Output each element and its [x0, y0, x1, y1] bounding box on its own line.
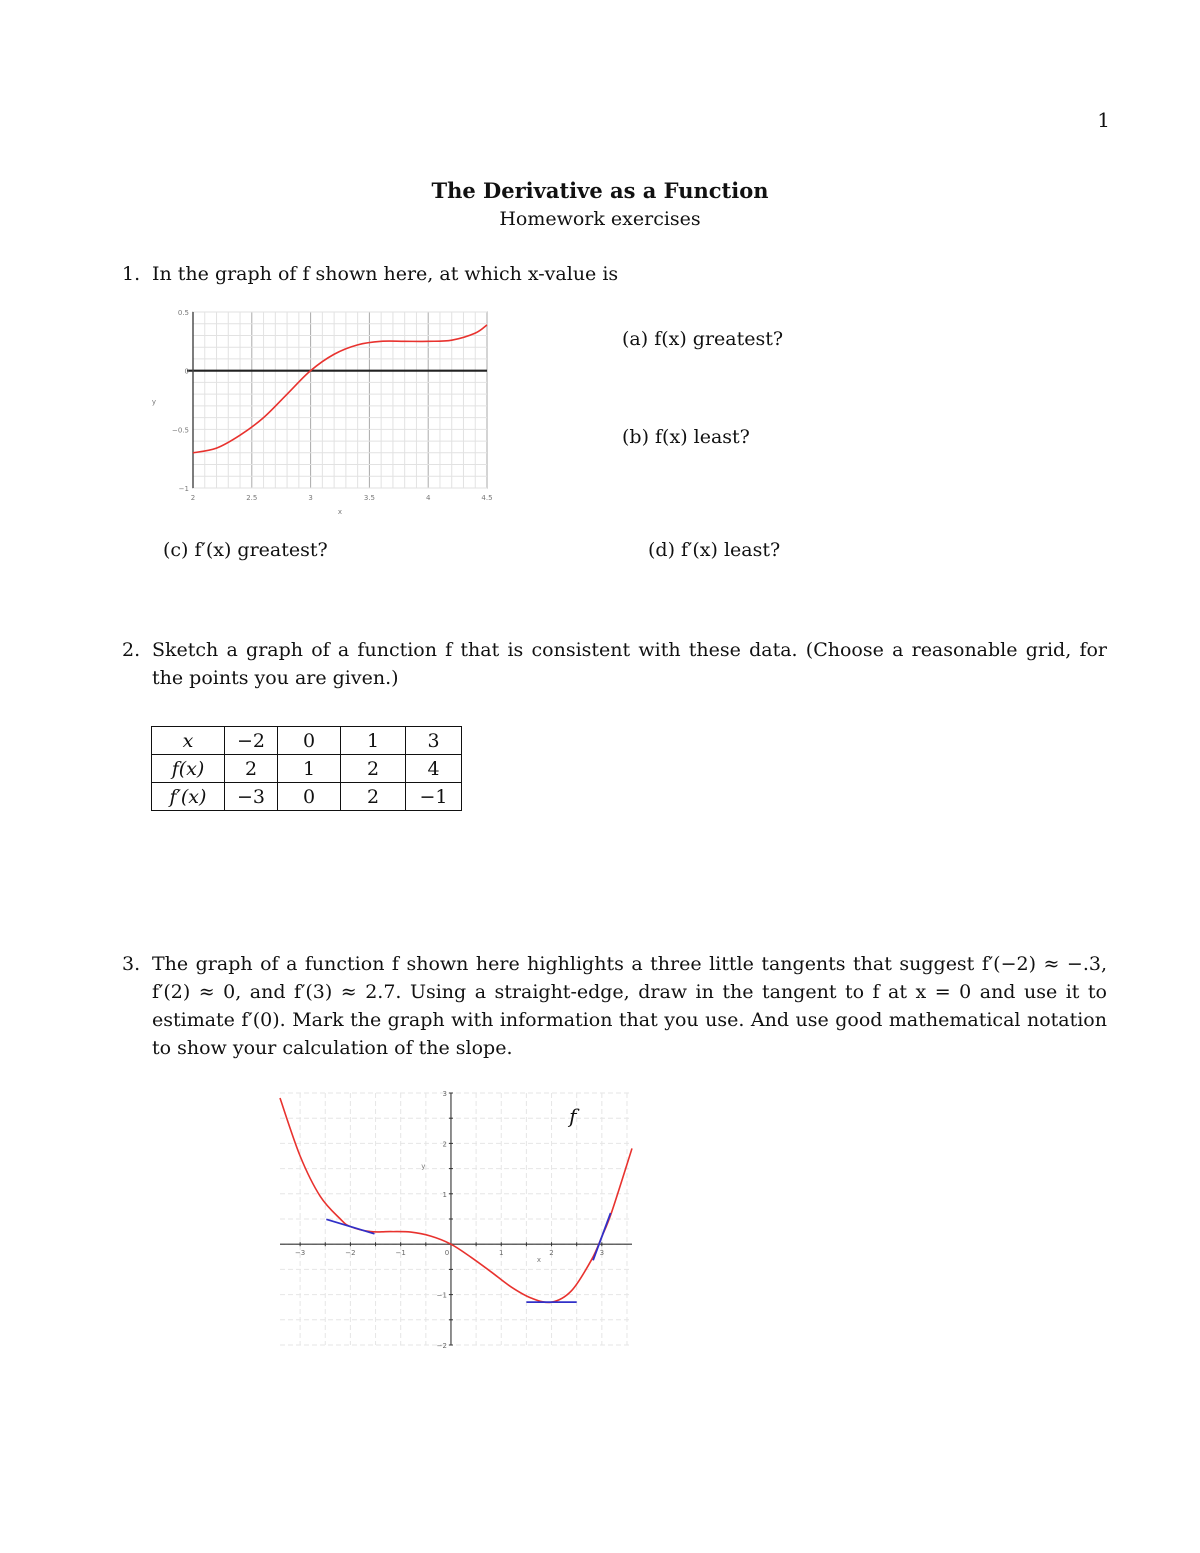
q1-y-tick-label: −1	[178, 485, 189, 493]
question-3-number: 3.	[122, 953, 141, 975]
q2-data-table	[151, 726, 462, 811]
q3-y-tick-label: −2	[436, 1342, 447, 1350]
question-3	[122, 950, 1107, 1062]
q1-x-tick-label: 2	[190, 494, 196, 502]
q1-part-d: (d) f′(x) least?	[648, 539, 781, 561]
q1-plot-frame	[193, 312, 487, 488]
q3-y-axis-label: y	[421, 1162, 426, 1171]
q1-graph	[140, 300, 500, 520]
question-1	[122, 260, 1102, 288]
question-2	[122, 636, 1107, 692]
q3-x-tick-label: −3	[294, 1249, 306, 1258]
table-cell: 2	[225, 755, 278, 783]
page-number: 1	[1097, 108, 1110, 132]
page-title: The Derivative as a Function	[431, 178, 769, 203]
q1-y-axis-label: y	[151, 398, 157, 406]
q3-y-tick-label: 3	[442, 1090, 447, 1098]
q1-x-tick-label: 3	[308, 494, 313, 502]
question-2-number: 2.	[122, 639, 141, 661]
table-cell: 0	[278, 727, 341, 755]
table-cell: 2	[341, 755, 406, 783]
table-row-label: f(x)	[152, 755, 225, 783]
q1-part-b: (b) f(x) least?	[622, 426, 750, 448]
q3-tangent-lines	[326, 1213, 610, 1302]
table-cell: 4	[406, 755, 462, 783]
q3-x-axis-label: x	[536, 1255, 542, 1264]
q1-x-axis-label: x	[337, 508, 343, 516]
table-cell: 1	[278, 755, 341, 783]
table-row-x	[152, 727, 462, 755]
q3-grid	[280, 1093, 632, 1345]
q1-x-tick-label: 4	[425, 494, 431, 502]
question-1-text: In the graph of f shown here, at which x-value is	[152, 263, 619, 285]
table-cell: 0	[278, 783, 341, 811]
table-cell: 1	[341, 727, 406, 755]
q1-y-tick-label: 0	[184, 367, 189, 376]
q3-y-tick-label: 1	[442, 1190, 447, 1199]
q3-x-tick-label: 3	[599, 1249, 605, 1258]
q3-curve-label: f	[569, 1104, 577, 1129]
table-cell: −2	[225, 727, 278, 755]
q1-y-tick-label: 0.5	[177, 309, 189, 317]
q1-grid	[193, 312, 487, 488]
q1-part-c: (c) f′(x) greatest?	[163, 539, 328, 561]
q3-y-tick-label: −1	[436, 1291, 447, 1300]
table-row-label: f′(x)	[152, 783, 225, 811]
q3-x-tick-label: 2	[549, 1249, 554, 1258]
table-cell: 3	[406, 727, 462, 755]
q1-x-tick-label: 4.5	[481, 494, 493, 502]
q1-part-a: (a) f(x) greatest?	[622, 328, 784, 350]
q3-y-tick-label: 2	[442, 1140, 447, 1149]
q3-x-tick-label: 1	[499, 1249, 504, 1258]
q1-y-tick-label: −0.5	[172, 426, 189, 435]
table-row-fprime	[152, 783, 462, 811]
question-3-text: The graph of a function f shown here highlights a three little tangents that suggest f′(−2) ≈ −.3, f′(2) ≈ 0, and f′(3) ≈ 2.7. Using a straight-edge, draw in the tangent to f at x = 0 and use it to estimate f′(0). Mark the graph with information that you use. And use good mathematical notation to show your calculation of the slope.	[152, 953, 1107, 1059]
q3-x-tick-label: −1	[395, 1249, 406, 1258]
table-cell: −3	[225, 783, 278, 811]
q3-graph	[270, 1085, 640, 1355]
q1-x-tick-label: 3.5	[363, 494, 375, 502]
table-row-label: x	[152, 727, 225, 755]
question-2-text: Sketch a graph of a function f that is consistent with these data. (Choose a reasonable grid, for the points you are given.)	[152, 639, 1107, 689]
question-1-number: 1.	[122, 263, 141, 285]
table-row-fx	[152, 755, 462, 783]
page-subtitle: Homework exercises	[499, 208, 701, 230]
q3-curve-f	[280, 1098, 632, 1302]
q1-x-tick-label: 2.5	[246, 494, 258, 502]
table-cell: −1	[406, 783, 462, 811]
table-cell: 2	[341, 783, 406, 811]
q3-x-tick-label: −2	[345, 1249, 356, 1258]
q3-x-tick-label: 0	[444, 1249, 450, 1258]
